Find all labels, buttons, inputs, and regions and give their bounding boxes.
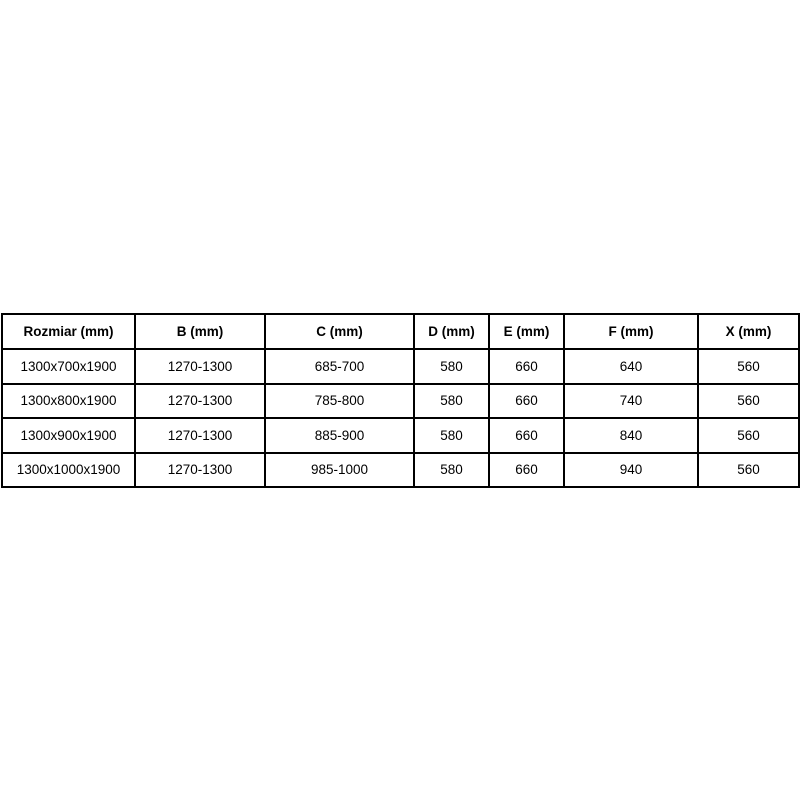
- table-cell: 580: [414, 453, 489, 488]
- table-cell: 1300x1000x1900: [2, 453, 135, 488]
- table-cell: 740: [564, 384, 698, 419]
- table-cell: 685-700: [265, 349, 414, 384]
- header-cell: D (mm): [414, 314, 489, 349]
- table-row: [2, 349, 799, 384]
- table-cell: 560: [698, 349, 799, 384]
- table-cell: 1270-1300: [135, 384, 265, 419]
- table-cell: 840: [564, 418, 698, 453]
- table-cell: 1300x700x1900: [2, 349, 135, 384]
- table-cell: 560: [698, 453, 799, 488]
- table-cell: 660: [489, 384, 564, 419]
- header-cell: X (mm): [698, 314, 799, 349]
- table-cell: 940: [564, 453, 698, 488]
- table-cell: 660: [489, 453, 564, 488]
- table-row: [2, 418, 799, 453]
- table-cell: 660: [489, 349, 564, 384]
- header-cell: B (mm): [135, 314, 265, 349]
- table-cell: 580: [414, 384, 489, 419]
- table-cell: 885-900: [265, 418, 414, 453]
- table-row: [2, 453, 799, 488]
- table-cell: 1270-1300: [135, 453, 265, 488]
- table-cell: 1270-1300: [135, 349, 265, 384]
- table-cell: 560: [698, 418, 799, 453]
- table-cell: 640: [564, 349, 698, 384]
- header-row: [2, 314, 799, 349]
- table-body: [2, 349, 799, 487]
- table-cell: 785-800: [265, 384, 414, 419]
- table-cell: 1270-1300: [135, 418, 265, 453]
- table-row: [2, 384, 799, 419]
- table-cell: 580: [414, 418, 489, 453]
- table-cell: 560: [698, 384, 799, 419]
- table-cell: 1300x900x1900: [2, 418, 135, 453]
- table-cell: 660: [489, 418, 564, 453]
- header-cell: Rozmiar (mm): [2, 314, 135, 349]
- size-spec-table: [1, 313, 800, 488]
- table-cell: 580: [414, 349, 489, 384]
- header-cell: F (mm): [564, 314, 698, 349]
- table-cell: 1300x800x1900: [2, 384, 135, 419]
- header-cell: E (mm): [489, 314, 564, 349]
- table-cell: 985-1000: [265, 453, 414, 488]
- size-spec-table-container: [1, 313, 798, 488]
- header-cell: C (mm): [265, 314, 414, 349]
